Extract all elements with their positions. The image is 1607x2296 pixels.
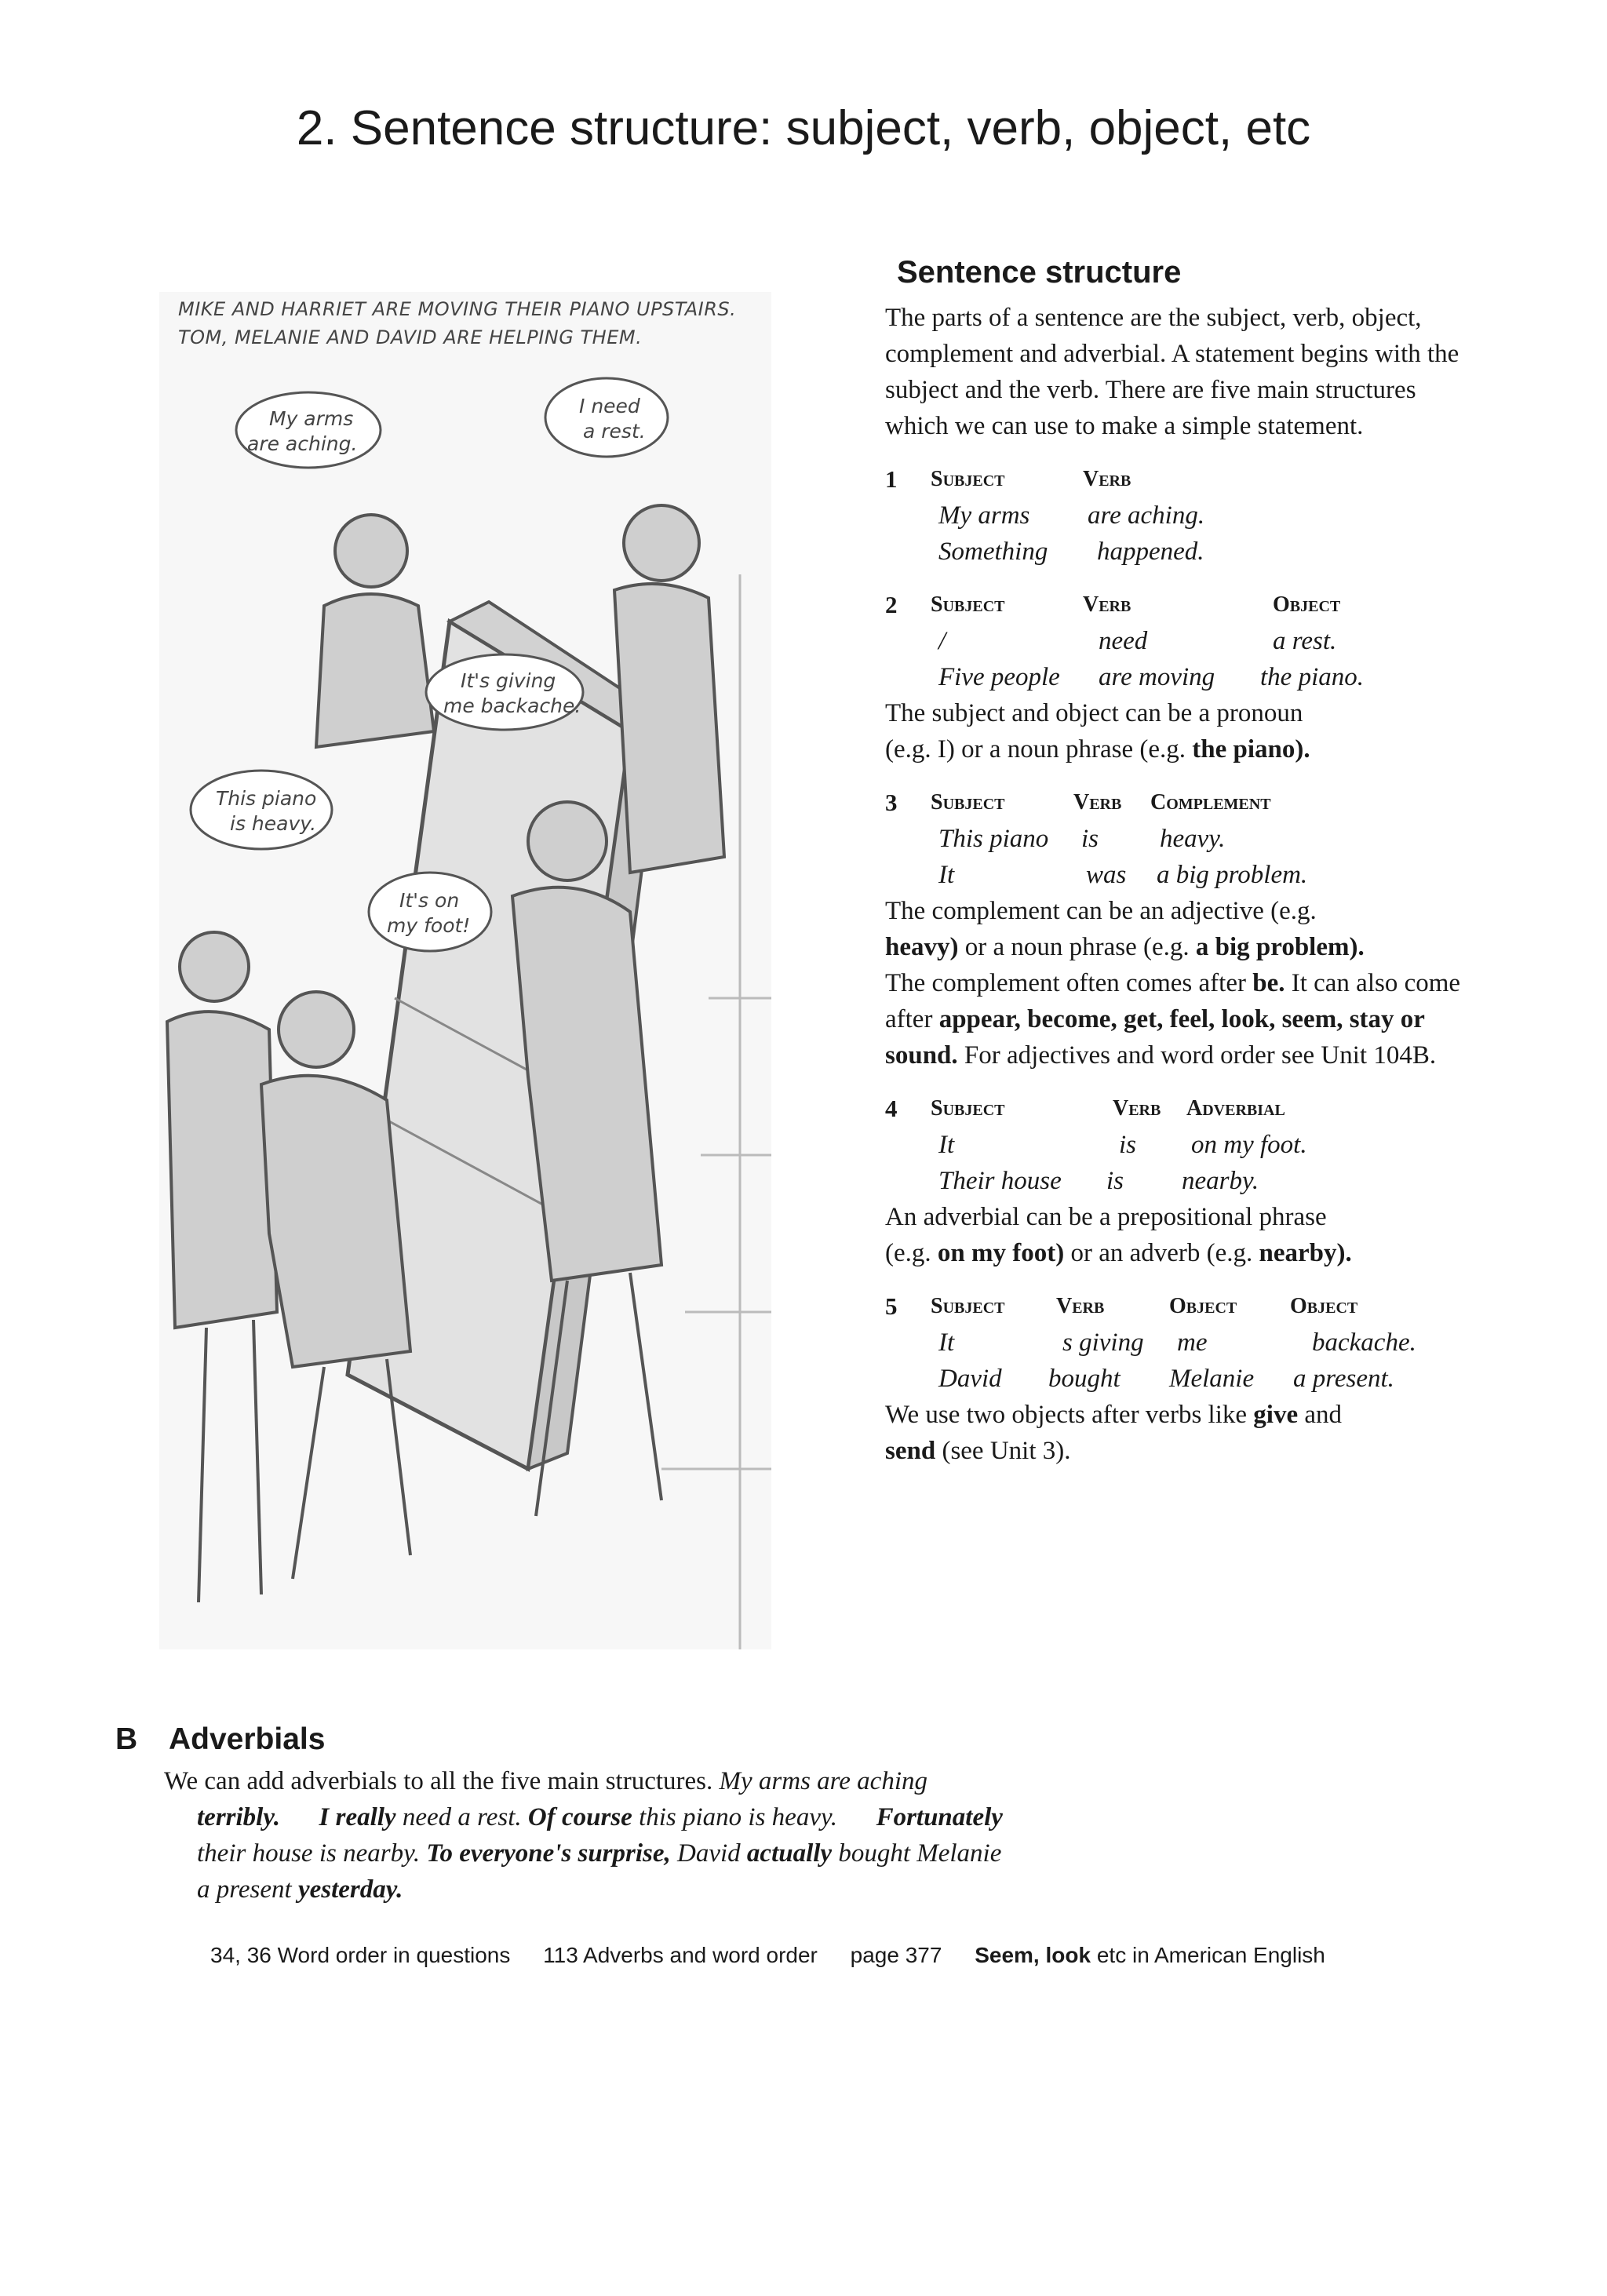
illustration-caption-line1: MIKE AND HARRIET ARE MOVING THEIR PIANO UPSTAIRS. xyxy=(178,298,737,320)
cross-ref-item: 34, 36 Word order in questions xyxy=(210,1943,511,1967)
cross-references xyxy=(210,1943,1379,1968)
sentence-structure-section xyxy=(885,255,1481,1469)
header-verb: Verb xyxy=(1113,1096,1161,1121)
structure-3 xyxy=(885,785,1481,1073)
note-text: An adverbial can be a prepositional phrase xyxy=(885,1203,1327,1231)
header-adverbial: Adverbial xyxy=(1186,1096,1285,1121)
note-text: (e.g. xyxy=(885,1239,938,1267)
note-bold: on my foot) xyxy=(937,1239,1065,1267)
example-verb: bought xyxy=(1048,1365,1121,1393)
body-bold-italic: To everyone's surprise, xyxy=(426,1839,671,1868)
note-text: The complement can be an adjective (e.g. xyxy=(885,897,1317,925)
header-object: Object xyxy=(1290,1294,1358,1318)
body-bold-italic: terribly. xyxy=(197,1803,281,1831)
section-a-heading: Sentence structure xyxy=(897,255,1182,290)
bubble-1-line1: My arms xyxy=(269,407,354,430)
example-subject: It xyxy=(938,1131,955,1159)
bubble-3-line1: It's giving xyxy=(461,669,556,692)
header-subject: Subject xyxy=(931,1294,1005,1318)
bubble-5-line1: It's on xyxy=(399,889,460,912)
example-verb: was xyxy=(1086,861,1127,889)
note-text: or a noun phrase (e.g. xyxy=(958,933,1196,961)
header-subject: Subject xyxy=(931,592,1005,617)
example-subject: This piano xyxy=(938,825,1049,853)
note-text: We use two objects after verbs like xyxy=(885,1401,1254,1429)
body-line xyxy=(164,1871,1135,1908)
illustration-caption-line2: TOM, MELANIE AND DAVID ARE HELPING THEM. xyxy=(178,326,643,348)
example-object: me xyxy=(1177,1328,1208,1357)
header-object: Object xyxy=(1169,1294,1237,1318)
header-verb: Verb xyxy=(1083,592,1131,617)
note-text: The subject and object can be a pronoun xyxy=(885,699,1303,727)
structure-number: 5 xyxy=(885,1292,898,1320)
body-bold-italic: I really xyxy=(319,1803,396,1831)
header-subject: Subject xyxy=(931,1096,1005,1121)
note-bold: a big problem). xyxy=(1195,933,1365,961)
example-verb: s giving xyxy=(1062,1328,1144,1357)
note-text: (see Unit 3). xyxy=(935,1437,1071,1465)
section-a-intro: The parts of a sentence are the subject, verb, object, complement and adverbial. A statement begins with the subject and the verb. There are five main structures which we can use to make a simple statement. xyxy=(885,304,1459,440)
body-bold-italic: actually xyxy=(746,1839,833,1868)
body-italic: a present xyxy=(197,1875,298,1904)
note-text: and xyxy=(1298,1401,1343,1429)
bubble-5-line2: my foot! xyxy=(387,914,471,937)
header-verb: Verb xyxy=(1073,790,1122,815)
section-letter: B xyxy=(115,1722,138,1756)
example-subject: My arms xyxy=(938,501,1030,530)
structure-number: 1 xyxy=(885,465,898,493)
example-subject: Five people xyxy=(938,663,1060,691)
example-subject: It xyxy=(938,1328,955,1357)
bubble-1-line2: are aching. xyxy=(247,432,358,455)
header-verb: Verb xyxy=(1056,1294,1105,1318)
example-verb: is xyxy=(1119,1131,1137,1159)
header-subject: Subject xyxy=(931,790,1005,815)
example-subject: / xyxy=(938,627,946,655)
section-b-heading xyxy=(115,1722,1135,1757)
structure-4 xyxy=(885,1091,1481,1271)
example-object: Melanie xyxy=(1169,1365,1255,1393)
header-verb: Verb xyxy=(1083,467,1131,491)
piano-movers-illustration xyxy=(159,292,771,1649)
note-text: For adjectives and word order see Unit 104B. xyxy=(957,1041,1437,1070)
example-verb: is xyxy=(1106,1167,1124,1195)
example-subject: David xyxy=(938,1365,1002,1393)
body-bold-italic: Fortunately xyxy=(876,1803,1003,1831)
note-text: The complement often comes after xyxy=(885,969,1253,997)
header-complement: Complement xyxy=(1150,790,1271,815)
body-italic: David xyxy=(670,1839,747,1868)
header-object: Object xyxy=(1273,592,1341,617)
note-bold: nearby). xyxy=(1259,1239,1352,1267)
note-text: (e.g. I) or a noun phrase (e.g. xyxy=(885,735,1193,764)
body-line xyxy=(164,1763,1135,1799)
body-line xyxy=(164,1799,1135,1835)
note-text: or an adverb (e.g. xyxy=(1064,1239,1259,1267)
structure-4-note xyxy=(885,1199,1481,1271)
body-italic: need a rest. xyxy=(395,1803,528,1831)
header-subject: Subject xyxy=(931,467,1005,491)
structure-1 xyxy=(885,461,1481,570)
bubble-4-line1: This piano xyxy=(216,787,317,810)
example-object: backache. xyxy=(1312,1328,1416,1357)
example-verb: are moving xyxy=(1099,663,1215,691)
body-italic: My arms are aching xyxy=(719,1767,927,1795)
note-text: It can also come after xyxy=(885,969,1461,1033)
example-subject: Their house xyxy=(938,1167,1062,1195)
example-verb: is xyxy=(1081,825,1099,853)
cross-ref-text: page 377 xyxy=(850,1943,949,1967)
cross-ref-item: 113 Adverbs and word order xyxy=(543,1943,818,1967)
example-subject: It xyxy=(938,861,955,889)
example-adverbial: nearby. xyxy=(1182,1167,1259,1195)
structure-3-note xyxy=(885,893,1481,1073)
cross-ref-text: etc in American English xyxy=(1091,1943,1325,1967)
example-subject: Something xyxy=(938,538,1048,566)
example-complement: a big problem. xyxy=(1157,861,1308,889)
example-object: the piano. xyxy=(1260,663,1364,691)
example-adverbial: on my foot. xyxy=(1191,1131,1307,1159)
bubble-2-line2: a rest. xyxy=(583,420,646,443)
body-bold-italic: Of course xyxy=(527,1803,632,1831)
bubble-4-line2: is heavy. xyxy=(230,812,317,835)
example-complement: heavy. xyxy=(1160,825,1226,853)
section-title: Adverbials xyxy=(169,1722,326,1756)
cross-ref-item xyxy=(851,1943,1352,1967)
adverbials-section xyxy=(115,1722,1135,1908)
example-verb: happened. xyxy=(1097,538,1204,566)
body-line xyxy=(164,1835,1135,1871)
body-bold-italic: yesterday. xyxy=(297,1875,403,1904)
structure-2 xyxy=(885,587,1481,767)
note-bold: be. xyxy=(1252,969,1285,997)
page-title: 2. Sentence structure: subject, verb, object, etc xyxy=(296,101,1311,155)
bubble-2-line1: I need xyxy=(579,395,640,417)
note-bold: the piano). xyxy=(1192,735,1310,764)
note-bold: heavy) xyxy=(885,933,959,961)
body-italic: bought Melanie xyxy=(832,1839,1002,1868)
note-bold: appear, become, get, feel, look, seem, stay or sound. xyxy=(885,1005,1425,1070)
cross-ref-bold: Seem, look xyxy=(975,1943,1091,1967)
bubble-3-line2: me backache. xyxy=(443,694,581,717)
structure-number: 2 xyxy=(885,591,898,618)
body-text: We can add adverbials to all the five main structures. xyxy=(164,1767,720,1795)
example-verb: need xyxy=(1099,627,1148,655)
structure-number: 3 xyxy=(885,789,898,816)
body-italic: this piano is heavy. xyxy=(632,1803,838,1831)
note-bold: send xyxy=(885,1437,936,1465)
structure-number: 4 xyxy=(885,1095,898,1122)
structure-2-note xyxy=(885,695,1481,767)
body-italic: their house is nearby. xyxy=(197,1839,427,1868)
section-b-body xyxy=(164,1763,1135,1908)
example-object: a rest. xyxy=(1273,627,1337,655)
structure-5 xyxy=(885,1288,1481,1469)
example-object: a present. xyxy=(1293,1365,1394,1393)
structure-5-note xyxy=(885,1397,1481,1469)
note-bold: give xyxy=(1253,1401,1299,1429)
example-verb: are aching. xyxy=(1088,501,1205,530)
